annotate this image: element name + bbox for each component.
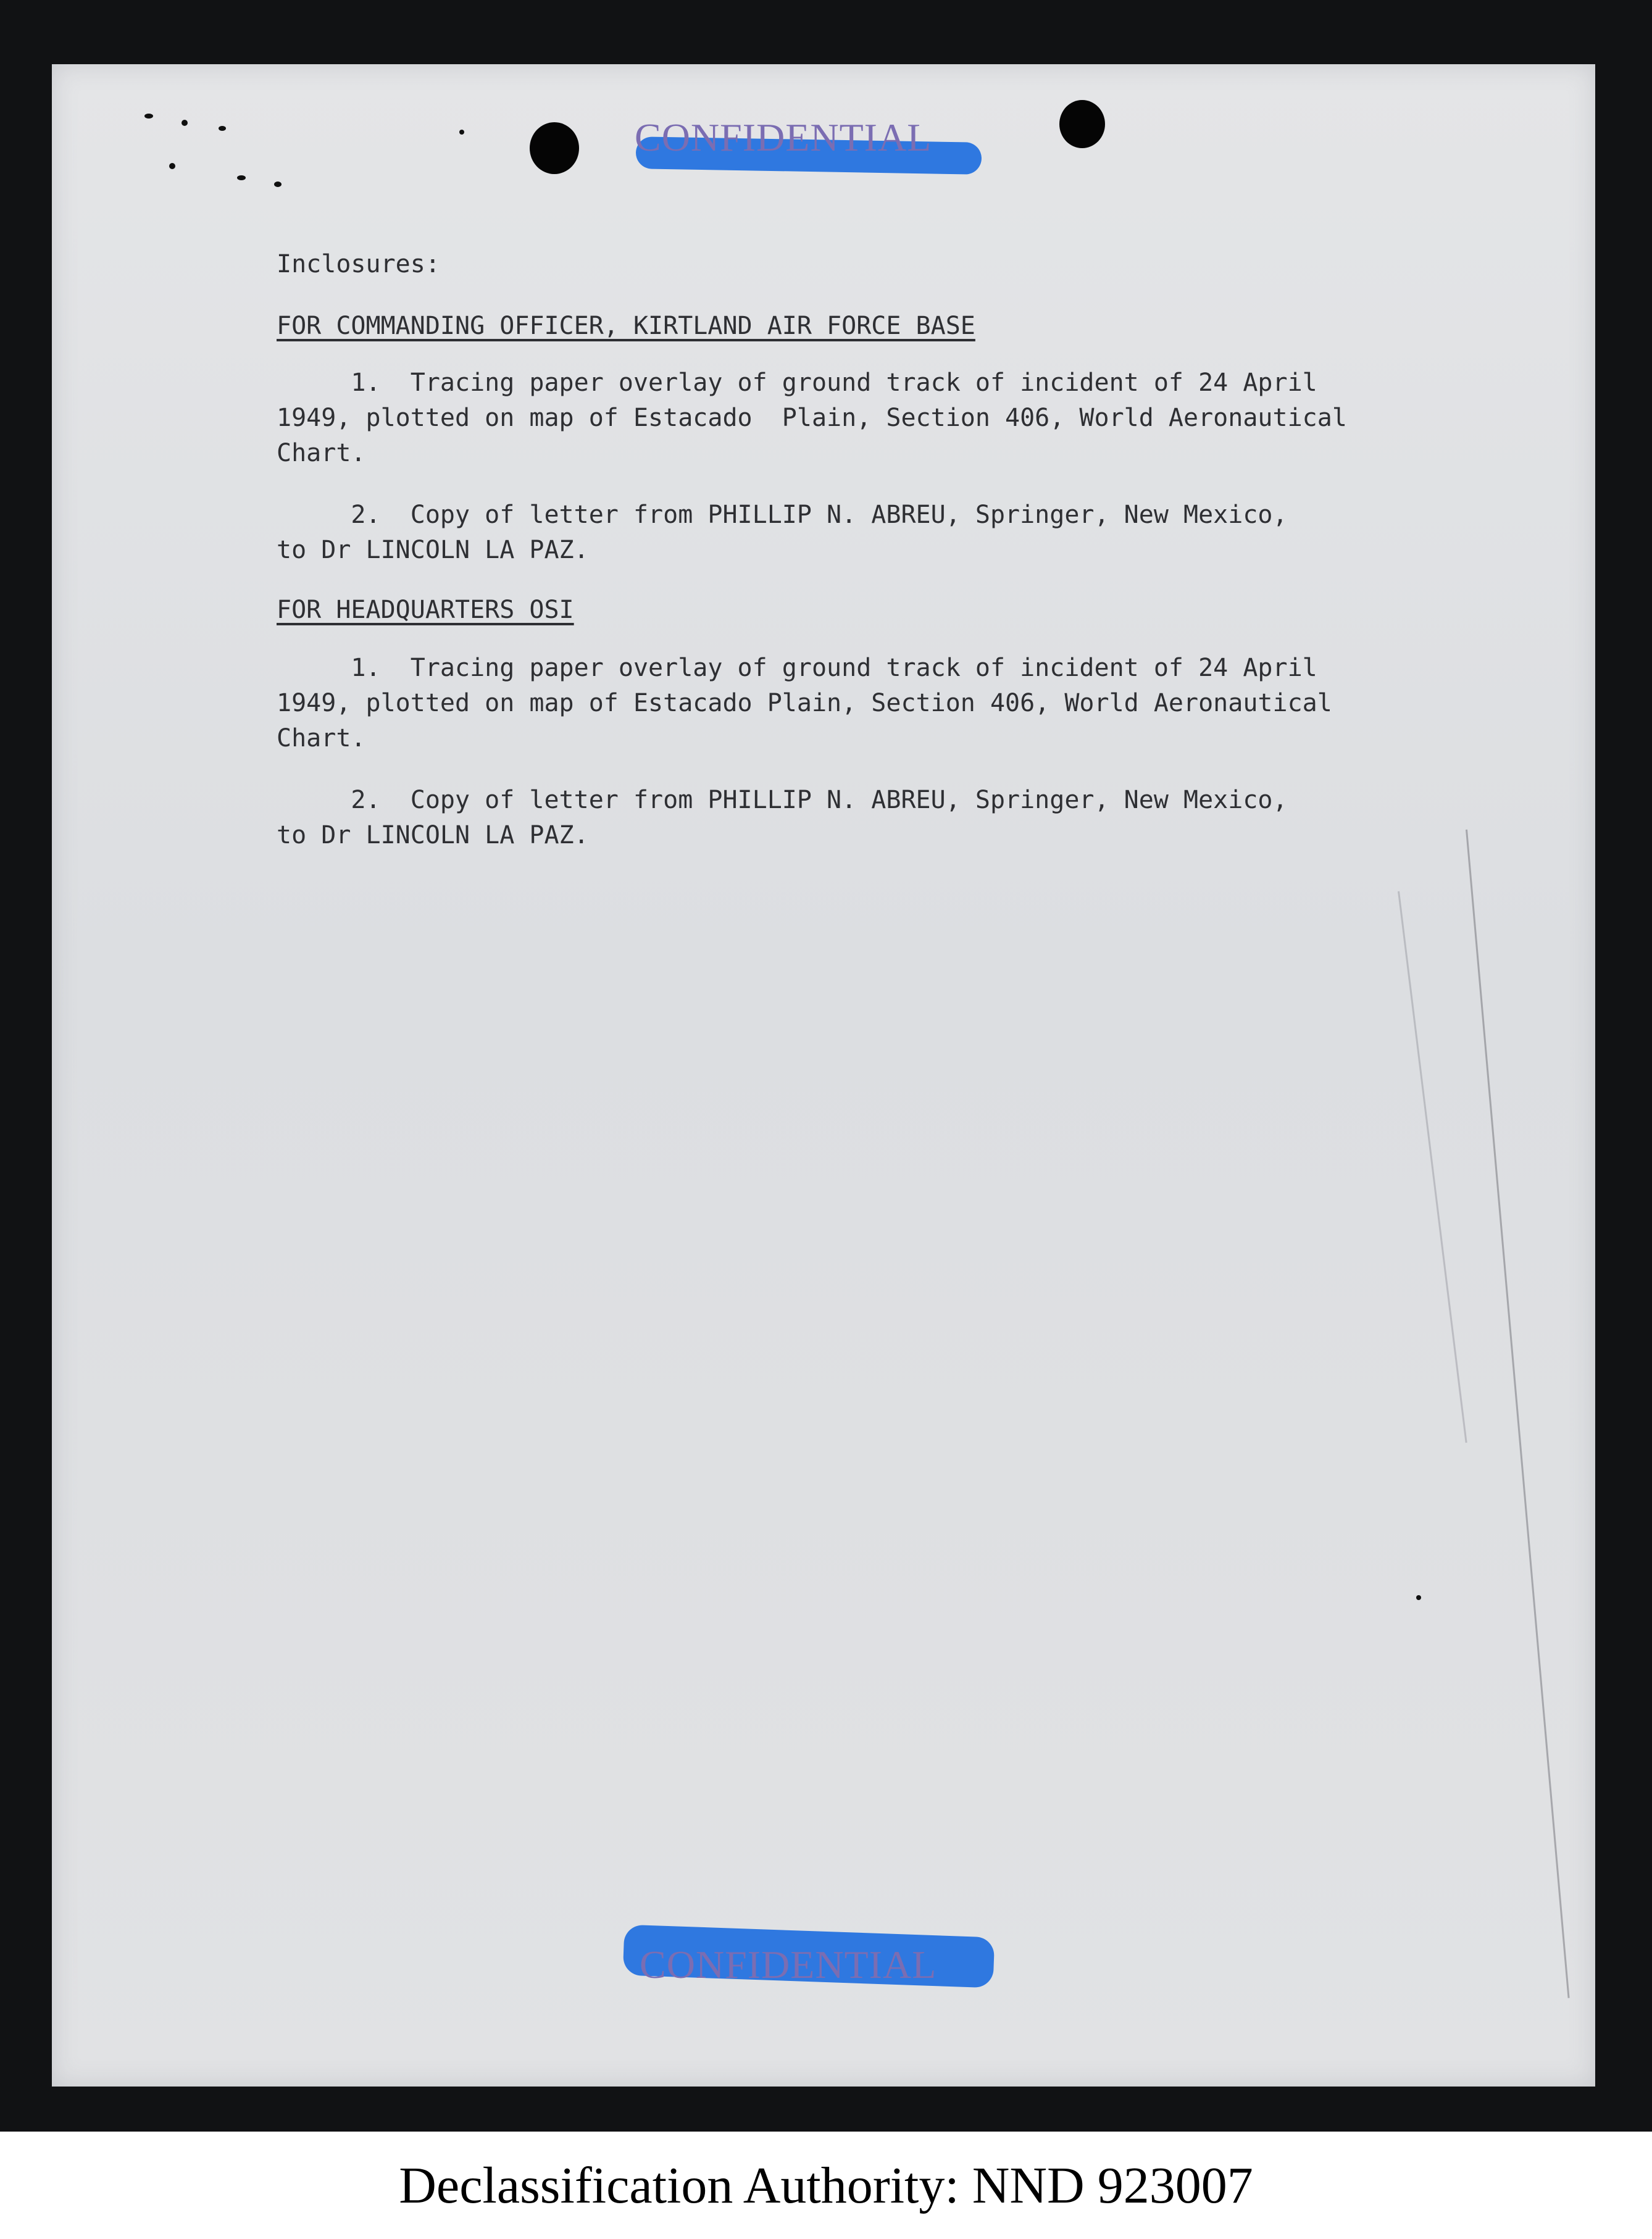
paper-crease [1466,830,1570,1998]
speck [181,120,188,126]
speck [169,163,175,169]
speck [1416,1595,1421,1600]
declassification-footer: Declassification Authority: NND 923007 [399,2156,1253,2214]
section-heading-commanding-officer: FOR COMMANDING OFFICER, KIRTLAND AIR FORCE BASE [277,312,975,340]
section-1-item-2-line-1: 2. Copy of letter from PHILLIP N. ABREU, Springer, New Mexico, [277,501,1288,529]
section-2-item-1-line-1: 1. Tracing paper overlay of ground track of incident of 24 April [277,654,1317,682]
speck [219,126,226,131]
speck [144,114,153,119]
section-heading-headquarters-osi: FOR HEADQUARTERS OSI [277,596,574,624]
section-1-item-1-line-1: 1. Tracing paper overlay of ground track of incident of 24 April [277,369,1317,397]
speck [274,181,282,187]
punch-hole-right [1059,100,1105,148]
confidential-stamp-bottom: CONFIDENTIAL [640,1943,937,1987]
inclosures-label: Inclosures: [277,250,440,278]
section-1-item-1-line-3: Chart. [277,439,366,467]
punch-hole-left [530,122,579,174]
section-2-item-1-line-2: 1949, plotted on map of Estacado Plain, Section 406, World Aeronautical [277,689,1332,717]
section-2-item-2-line-2: to Dr LINCOLN LA PAZ. [277,821,589,849]
paper-crease [1398,891,1467,1443]
section-2-item-2-line-1: 2. Copy of letter from PHILLIP N. ABREU, Springer, New Mexico, [277,786,1288,814]
confidential-stamp-top: CONFIDENTIAL [635,115,932,159]
speck [237,175,246,180]
section-1-item-1-line-2: 1949, plotted on map of Estacado Plain, Section 406, World Aeronautical [277,404,1347,432]
speck [459,130,464,135]
section-2-item-1-line-3: Chart. [277,724,366,753]
section-1-item-2-line-2: to Dr LINCOLN LA PAZ. [277,536,589,564]
